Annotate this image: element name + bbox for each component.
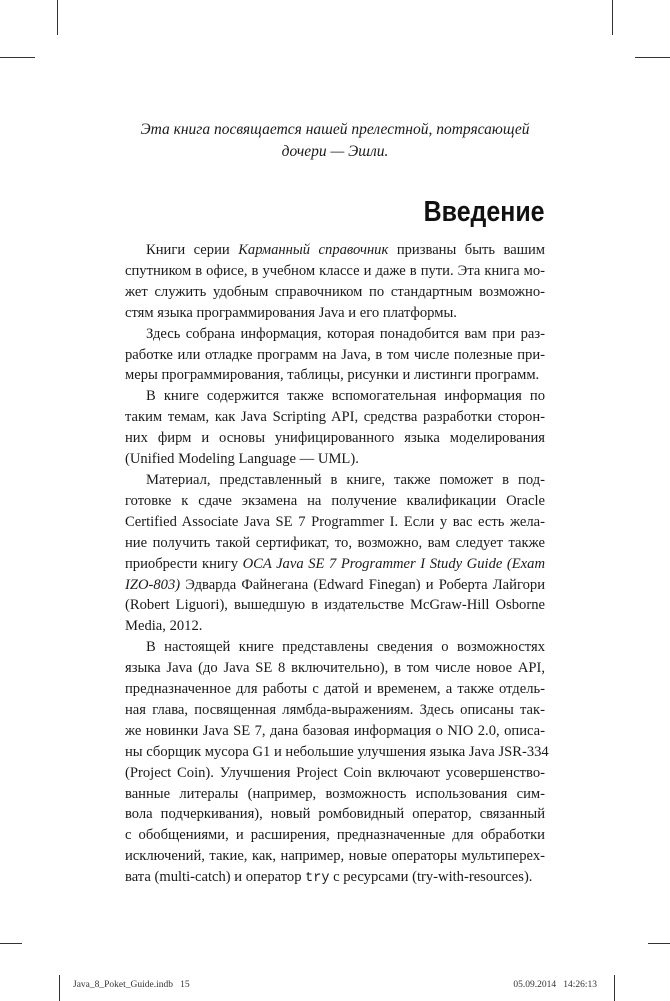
text-line <box>125 804 545 825</box>
italic-text: OCA Java SE 7 Programmer I Study Guide (Exam <box>242 555 546 572</box>
text-line <box>125 449 545 470</box>
text-line <box>125 595 545 616</box>
text-line <box>125 386 545 407</box>
text-span: вата (multi-catch) и оператор <box>125 869 306 886</box>
text-span: спутником в офисе, в учебном классе и даже в пути. Эта книга мо- <box>125 262 545 279</box>
crop-mark <box>635 57 670 58</box>
crop-mark <box>0 943 22 944</box>
text-line <box>125 616 545 637</box>
text-span: ная глава, посвященная лямбда-выражениям. Здесь описаны так- <box>125 701 545 718</box>
text-line <box>125 261 545 282</box>
text-span: языка Java (до Java SE 8 включительно), в том числе новое API, <box>125 660 545 677</box>
crop-mark <box>0 57 35 58</box>
text-span: же новинки Java SE 7, дана базовая информация о NIO 2.0, описа- <box>125 722 545 739</box>
crop-mark <box>614 975 615 1001</box>
text-line <box>125 491 545 512</box>
text-span: жет служить удобным справочником по стандартным возможно- <box>125 283 545 300</box>
paragraph <box>125 324 545 387</box>
text-line <box>125 428 545 449</box>
text-line <box>125 763 545 784</box>
text-span: предназначенное для работы с датой и временем, а также отдель- <box>125 681 545 698</box>
text-line <box>125 470 545 491</box>
text-line <box>125 533 545 554</box>
text-line <box>125 575 545 596</box>
text-span: стям языка программирования Java и его платформы. <box>125 304 457 321</box>
text-line <box>125 658 545 679</box>
italic-text: Карманный справочник <box>238 242 389 258</box>
text-line <box>125 825 545 846</box>
code-text: try <box>305 871 330 887</box>
text-span: Эдварда Файнегана (Edward Finegan) и Роберта Лайгори <box>180 576 545 593</box>
text-line <box>125 324 545 345</box>
paragraph <box>125 470 545 637</box>
text-line <box>125 282 545 303</box>
text-line <box>125 365 545 386</box>
text-line <box>125 700 545 721</box>
text-line <box>125 554 545 575</box>
text-span: Здесь собрана информация, которая понадобится вам при раз- <box>146 325 545 342</box>
text-line <box>125 303 545 324</box>
text-span: ние получить такой сертификат, то, возможно, вам следует также <box>125 534 545 551</box>
text-span: с обобщениями, и расширения, предназначенные для обработки <box>125 827 545 844</box>
paragraph <box>125 637 549 890</box>
text-line <box>125 679 545 700</box>
text-span: приобрести книгу <box>125 555 243 572</box>
body-text <box>125 240 549 890</box>
dedication-line: дочери — Эшли. <box>281 143 389 160</box>
text-line <box>125 407 545 428</box>
text-span: меры программирования, таблицы, рисунки и листинги программ. <box>125 367 540 384</box>
text-span: таким темам, как Java Scripting API, средства разработки сторон- <box>125 409 545 426</box>
text-span: с ресурсами (try-with-resources). <box>329 869 533 886</box>
text-span: них фирм и основы унифицированного языка моделирования <box>125 430 545 447</box>
text-line <box>125 512 545 533</box>
text-span: вола подчеркивания), новый ромбовидный оператор, связанный <box>125 806 545 823</box>
text-line <box>125 345 545 366</box>
text-span: (Project Coin). Улучшения Project Coin включают усовершенство- <box>125 764 545 781</box>
text-line <box>125 867 545 890</box>
text-line <box>125 784 545 805</box>
text-span: Книги серии <box>146 242 239 258</box>
text-line <box>125 742 549 763</box>
crop-mark <box>612 0 613 35</box>
text-span: Материал, представленный в книге, также поможет в под- <box>146 471 545 488</box>
crop-mark <box>57 0 58 35</box>
text-span: (Robert Liguori), вышедшую в издательстве McGraw-Hill Osborne <box>125 597 545 614</box>
text-span: работке или отладке программ на Java, в том числе полезные при- <box>125 346 545 363</box>
text-line <box>125 721 545 742</box>
crop-mark <box>648 943 670 944</box>
footer-filename: Java_8_Poket_Guide.indb 15 <box>73 980 190 990</box>
dedication-line: Эта книга посвящается нашей прелестной, потрясающей <box>140 121 530 138</box>
text-span: Media, 2012. <box>125 618 203 635</box>
text-span: В настоящей книге представлены сведения о возможностях <box>146 639 545 656</box>
text-span: готовке к сдаче экзамена на получение квалификации Oracle <box>125 492 545 509</box>
paragraph <box>125 386 545 470</box>
text-span: исключений, такие, как, например, новые операторы мультиперех- <box>125 848 545 865</box>
dedication <box>110 119 560 163</box>
crop-mark <box>59 975 60 1001</box>
text-span: В книге содержится также вспомогательная информация по <box>146 388 545 405</box>
text-span: Certified Associate Java SE 7 Programmer I. Если у вас есть жела- <box>125 513 545 530</box>
text-span: призваны быть вашим <box>388 242 546 258</box>
text-line <box>125 637 545 658</box>
footer-timestamp: 05.09.2014 14:26:13 <box>513 980 597 990</box>
italic-text: IZO-803) <box>125 576 181 593</box>
text-span: (Unified Modeling Language — UML). <box>125 451 359 468</box>
paragraph <box>125 240 545 324</box>
text-span: ванные литералы (например, возможность использования сим- <box>125 785 545 802</box>
chapter-heading: Введение <box>424 196 545 228</box>
text-span: ны сборщик мусора G1 и небольшие улучшения языка Java JSR-334 <box>125 743 549 760</box>
text-line <box>125 240 545 261</box>
text-line <box>125 846 545 867</box>
